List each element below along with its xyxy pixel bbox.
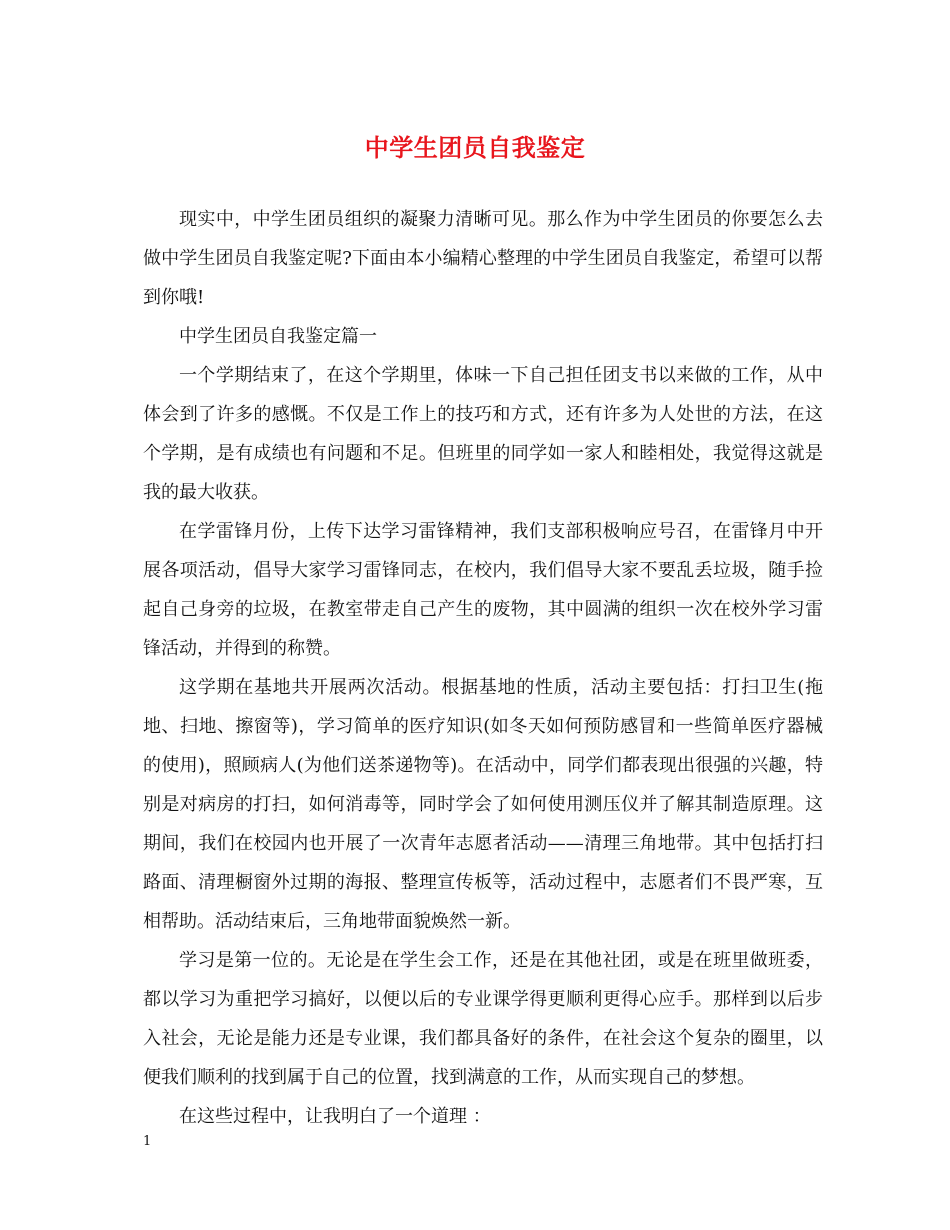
paragraph: 在学雷锋月份，上传下达学习雷锋精神，我们支部积极响应号召，在雷锋月中开展各项活动，倡导大家学习雷锋同志，在校内，我们倡导大家不要乱丢垃圾，随手捡起自己身旁的垃圾，在教室带走自己产生的废物，其中圆满的组织一次在校外学习雷锋活动，并得到的称赞。 <box>143 521 823 659</box>
paragraph: 学习是第一位的。无论是在学生会工作，还是在其他社团，或是在班里做班委，都以学习为重把学习搞好，以便以后的专业课学得更顺利更得心应手。那样到以后步入社会，无论是能力还是专业课，我们都具备好的条件，在社会这个复杂的圈里，以便我们顺利的找到属于自己的位置，找到满意的工作，从而实现自己的梦想。 <box>143 950 823 1088</box>
document-body <box>143 200 823 1136</box>
document-title: 中学生团员自我鉴定 <box>364 133 586 162</box>
paragraph: 在这些过程中，让我明白了一个道理 ： <box>179 1106 491 1127</box>
paragraph: 这学期在基地共开展两次活动。根据基地的性质，活动主要包括：打扫卫生(拖地、扫地、擦窗等)，学习简单的医疗知识(如冬天如何预防感冒和一些简单医疗器械的使用)，照顾病人(为他们送茶递物等)。在活动中，同学们都表现出很强的兴趣，特别是对病房的打扫，如何消毒等，同时学会了如何使用测压仪并了解其制造原理。这期间，我们在校园内也开展了一次青年志愿者活动——清理三角地带。其中包括打扫路面、清理橱窗外过期的海报、整理宣传板等，活动过程中，志愿者们不畏严寒，互相帮助。活动结束后，三角地带面貌焕然一新。 <box>143 677 823 932</box>
page-number: 1 <box>143 1134 152 1149</box>
section-heading: 中学生团员自我鉴定篇一 <box>179 326 377 347</box>
paragraph: 一个学期结束了，在这个学期里，体味一下自己担任团支书以来做的工作，从中体会到了许多的感慨。不仅是工作上的技巧和方式，还有许多为人处世的方法，在这个学期，是有成绩也有问题和不足。但班里的同学如一家人和睦相处，我觉得这就是我的最大收获。 <box>143 365 823 503</box>
paragraph-intro: 现实中，中学生团员组织的凝聚力清晰可见。那么作为中学生团员的你要怎么去做中学生团员自我鉴定呢?下面由本小编精心整理的中学生团员自我鉴定，希望可以帮到你哦! <box>143 209 823 308</box>
